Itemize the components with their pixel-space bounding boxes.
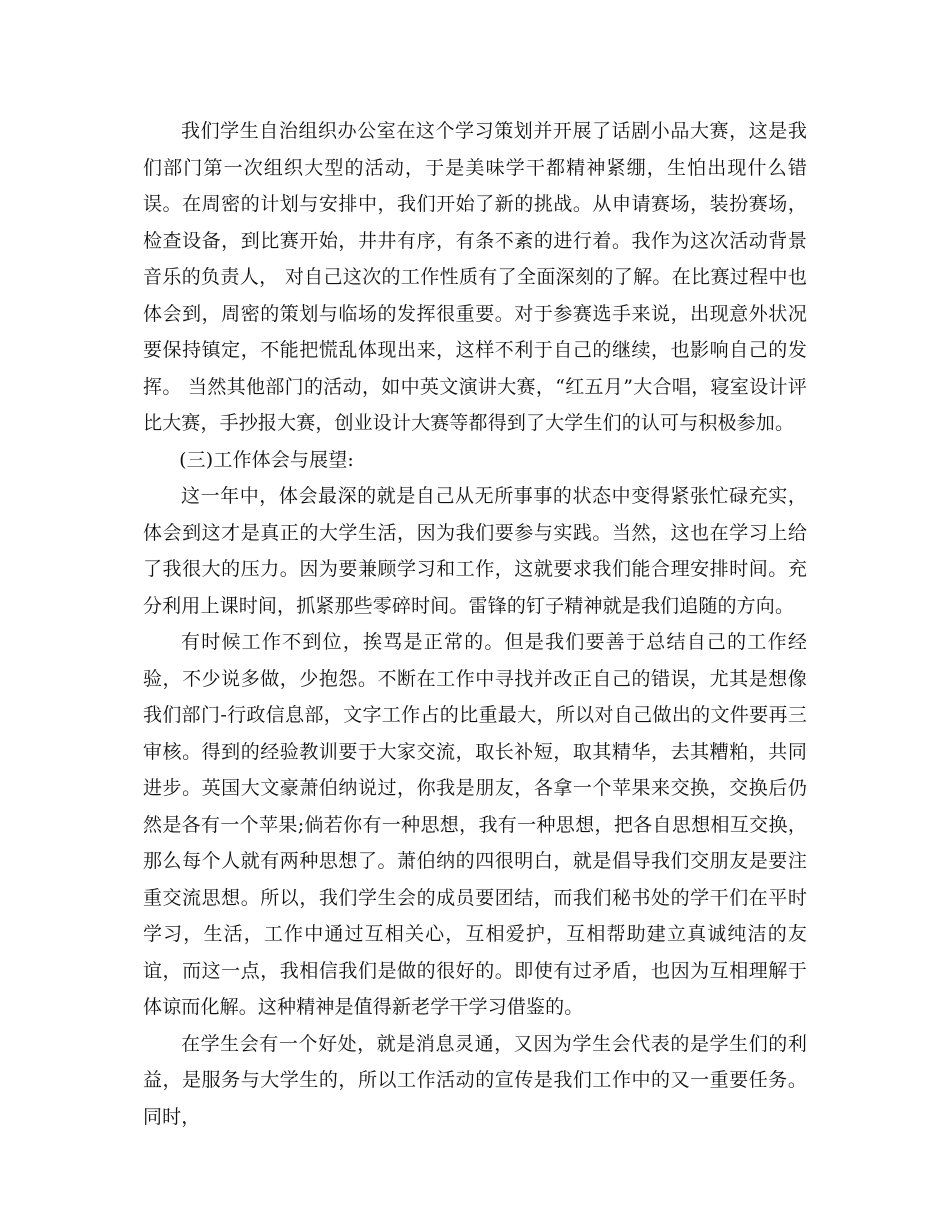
paragraph-work-lessons: 有时候工作不到位，挨骂是正常的。但是我们要善于总结自己的工作经验，不少说多做，少抱怨。不断在工作中寻找并改正自己的错误，尤其是想像我们部门-行政信息部，文字工作占的比重最大，所以对自己做出的文件要再三审核。得到的经验教训要于大家交流，取长补短，取其精华，去其糟粕，共同进步。英国大文豪萧伯纳说过，你我是朋友，各拿一个苹果来交换，交换后仍然是各有一个苹果;倘若你有一种思想，我有一种思想，把各自思想相互交换，那么每个人就有两种思想了。萧伯纳的四很明白，就是倡导我们交朋友是要注重交流思想。所以，我们学生会的成员要团结，而我们秘书处的学干们在平时学习，生活，工作中通过互相关心，互相爱护，互相帮助建立真诚纯洁的友谊，而这一点，我相信我们是做的很好的。即使有过矛盾，也因为互相理解于体谅而化解。这种精神是值得新老学干学习借鉴的。: [143, 631, 807, 1018]
document-body: [143, 113, 807, 1135]
paragraph-student-union-benefits: 在学生会有一个好处，就是消息灵通，又因为学生会代表的是学生们的利益，是服务与大学生的，所以工作活动的宣传是我们工作中的又一重要任务。同时，: [143, 1032, 807, 1128]
paragraph-year-reflection: 这一年中，体会最深的就是自己从无所事事的状态中变得紧张忙碌充实，体会到这才是真正的大学生活，因为我们要参与实践。当然，这也在学习上给了我很大的压力。因为要兼顾学习和工作，这就要求我们能合理安排时间。充分利用上课时间，抓紧那些零碎时间。雷锋的钉子精神就是我们追随的方向。: [143, 485, 807, 617]
paragraph-drama-contest: 我们学生自治组织办公室在这个学习策划并开展了话剧小品大赛，这是我们部门第一次组织大型的活动，于是美味学干都精神紧绷，生怕出现什么错误。在周密的计划与安排中，我们开始了新的挑战。从申请赛场，装扮赛场，检查设备，到比赛开始，井井有序，有条不紊的进行着。我作为这次活动背景音乐的负责人， 对自己这次的工作性质有了全面深刻的了解。在比赛过程中也体会到，周密的策划与临场的发挥很重要。对于参赛选手来说，出现意外状况要保持镇定，不能把慌乱体现出来，这样不利于自己的继续，也影响自己的发挥。 当然其他部门的活动，如中英文演讲大赛，“红五月”大合唱，寝室设计评比大赛，手抄报大赛，创业设计大赛等都得到了大学生们的认可与积极参加。: [143, 120, 807, 434]
section-heading-work-experience: (三)工作体会与展望:: [179, 448, 354, 471]
